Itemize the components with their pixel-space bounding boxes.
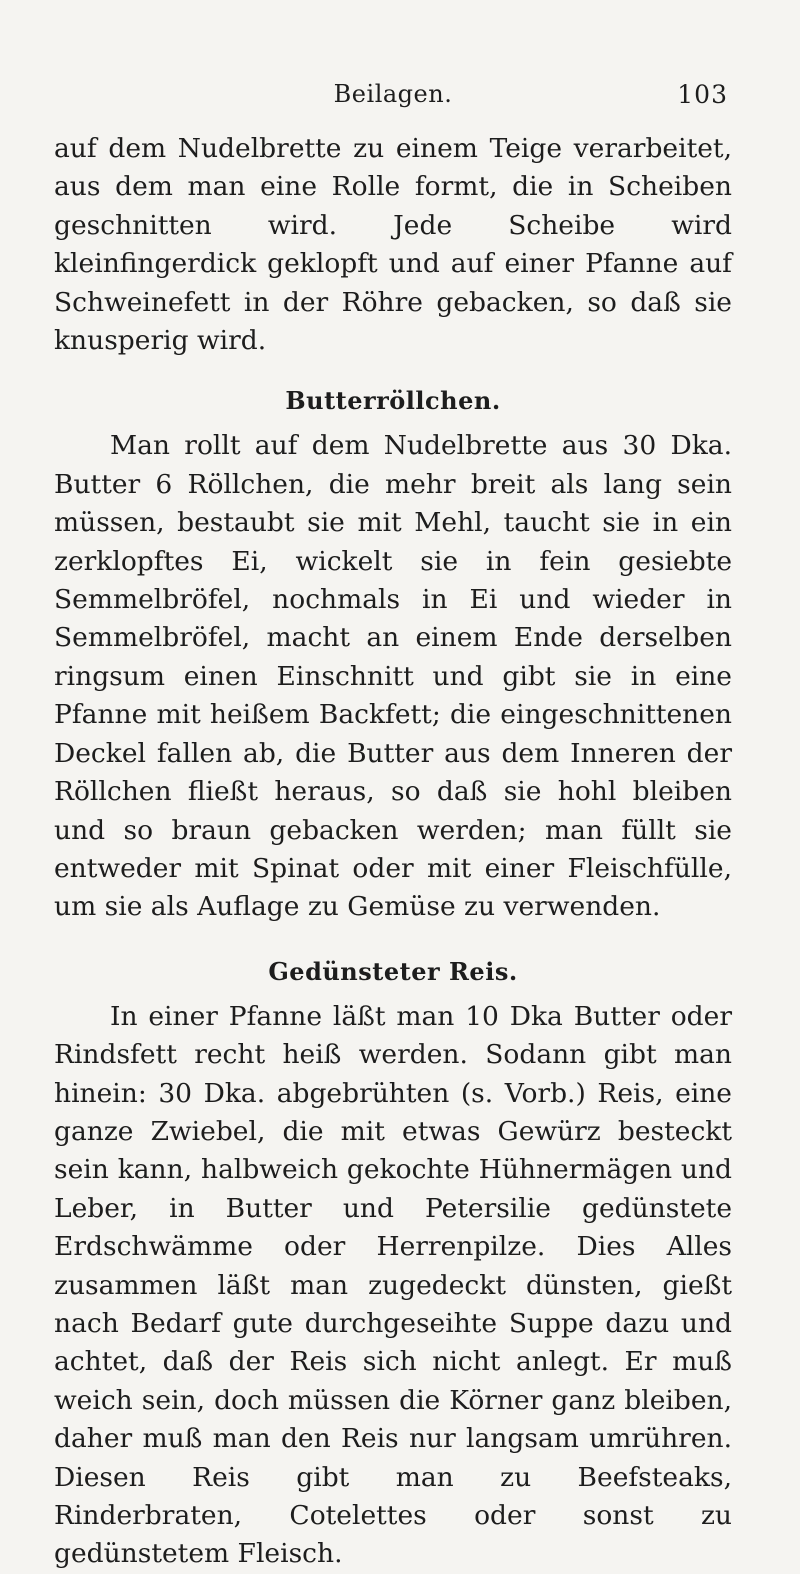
continued-paragraph: auf dem Nudelbrette zu einem Teige verarbeitet, aus dem man eine Rolle formt, die in Scheiben geschnitten wird. Jede Scheibe wird kleinfingerdick geklopft und auf einer Pfanne auf Schweinefett in der Röhre gebacken, so daß sie knusperig wird. [54, 133, 732, 357]
section-heading-butterroellchen: Butterröllchen. [285, 386, 501, 416]
running-title: Beilagen. [333, 80, 453, 108]
paragraph-gedunsteter-reis: In einer Pfanne läßt man 10 Dka Butter oder Rindsfett recht heiß werden. Sodann gibt man hinein: 30 Dka. abgebrühten (s. Vorb.) Reis, eine ganze Zwiebel, die mit etwas Gewürz besteckt sein kann, halbweich gekochte Hühnermägen und Leber, in Butter und Petersilie gedünstete Erdschwämme oder Herrenpilze. Dies Alles zusammen läßt man zugedeckt dünsten, gießt nach Bedarf gute durchgeseihte Suppe dazu und achtet, daß der Reis sich nicht anlegt. Er muß weich sein, doch müssen die Körner ganz bleiben, daher muß man den Reis nur langsam umrühren. Diesen Reis gibt man zu Beefsteaks, Rinderbraten, Cotelettes oder sonst zu gedünstetem Fleisch. [54, 1000, 732, 1570]
paragraph-butterroellchen: Man rollt auf dem Nudelbrette aus 30 Dka. Butter 6 Röllchen, die mehr breit als lang sein müssen, bestaubt sie mit Mehl, taucht sie in ein zerklopftes Ei, wickelt sie in fein gesiebte Semmelbröfel, nochmals in Ei und wieder in Semmelbröfel, macht an einem Ende derselben ringsum einen Einschnitt und gibt sie in eine Pfanne mit heißem Backfett; die eingeschnittenen Deckel fallen ab, die Butter aus dem Inneren der Röllchen fließt heraus, so daß sie hohl bleiben und so braun gebacken werden; man füllt sie entweder mit Spinat oder mit einer Fleischfülle, um sie als Auflage zu Gemüse zu verwenden. [54, 430, 732, 923]
body-text [54, 130, 732, 1574]
running-head [54, 80, 732, 116]
page-number: 103 [677, 80, 728, 109]
section-heading-gedunsteter-reis: Gedünsteter Reis. [268, 956, 518, 986]
